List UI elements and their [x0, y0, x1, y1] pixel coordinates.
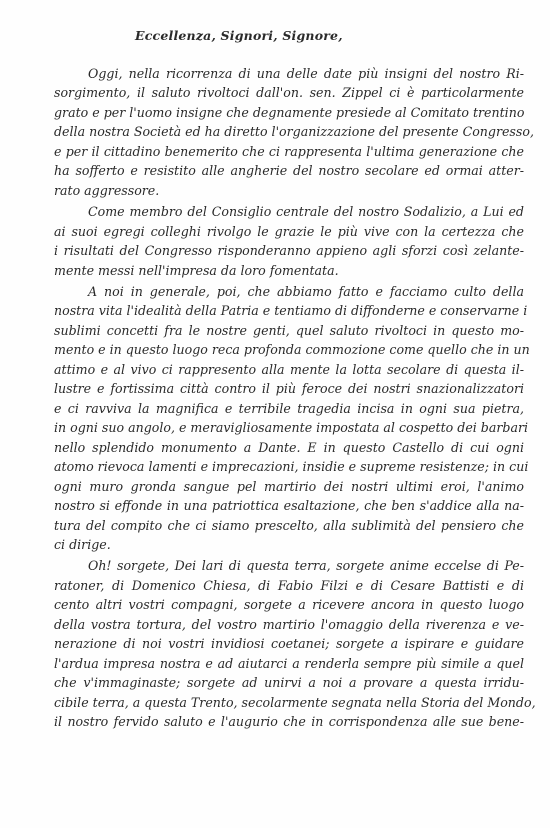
text-line: della vostra tortura, del vostro martirio l'omaggio della riverenza e ve- — [54, 617, 524, 632]
text-line: sublimi concetti fra le nostre genti, quel saluto rivoltoci in questo mo- — [54, 323, 524, 338]
text-line: l'ardua impresa nostra e ad aiutarci a renderla sempre più simile a quel — [54, 656, 524, 671]
text-line: ratoner, di Domenico Chiesa, di Fabio Filzi e di Cesare Battisti e di — [54, 578, 524, 593]
text-line: A noi in generale, poi, che abbiamo fatto e facciamo culto della — [88, 284, 524, 299]
text-line: sorgimento, il saluto rivoltoci dall'on. sen. Zippel ci è particolarmente — [54, 85, 524, 100]
text-line: attimo e al vivo ci rappresento alla mente la lotta secolare di questa il- — [54, 362, 524, 377]
text-line: cento altri vostri compagni, sorgete a ricevere ancora in questo luogo — [54, 597, 524, 612]
text-line: Oh! sorgete, Dei lari di questa terra, sorgete anime eccelse di Pe- — [88, 558, 524, 573]
text-line: ci dirige. — [54, 537, 111, 552]
text-line: cibile terra, a questa Trento, secolarmente segnata nella Storia del Mondo, — [54, 695, 536, 710]
text-line: Come membro del Consiglio centrale del nostro Sodalizio, a Lui ed — [88, 204, 524, 219]
text-line: mente messi nell'impresa da loro fomentata. — [54, 263, 339, 278]
text-line: nostra vita l'idealità della Patria e tentiamo di diffonderne e conservarne i — [54, 303, 528, 318]
text-line: rato aggressore. — [54, 183, 160, 198]
text-line: i risultati del Congresso risponderanno appieno agli sforzi così zelante- — [54, 243, 524, 258]
text-line: in ogni suo angolo, e meravigliosamente impostata al cospetto dei barbari — [54, 420, 529, 435]
text-line: nostro si effonde in una patriottica esaltazione, che ben s'addice alla na- — [54, 498, 524, 513]
text-line: atomo rievoca lamenti e imprecazioni, insidie e supreme resistenze; in cui — [54, 459, 529, 474]
text-line: Oggi, nella ricorrenza di una delle date più insigni del nostro Ri- — [88, 66, 524, 81]
text-line: e ci ravviva la magnifica e terribile tragedia incisa in ogni sua pietra, — [54, 401, 524, 416]
salutation: Eccellenza, Signori, Signore, — [135, 28, 343, 43]
text-line: mento e in questo luogo reca profonda commozione come quello che in un — [54, 342, 530, 357]
text-line: grato e per l'uomo insigne che degnamente presiede al Comitato trentino — [54, 105, 525, 120]
text-line: nerazione di noi vostri invidiosi coetanei; sorgete a ispirare e guidare — [54, 636, 524, 651]
text-line: e per il cittadino benemerito che ci rappresenta l'ultima generazione che — [54, 144, 524, 159]
text-line: tura del compito che ci siamo prescelto, alla sublimità del pensiero che — [54, 518, 524, 533]
text-line: ogni muro gronda sangue pel martirio dei nostri ultimi eroi, l'animo — [54, 479, 524, 494]
text-line: ha sofferto e resistito alle angherie del nostro secolare ed ormai atter- — [54, 163, 524, 178]
text-line: ai suoi egregi colleghi rivolgo le grazie le più vive con la certezza che — [54, 224, 524, 239]
text-line: lustre e fortissima città contro il più feroce dei nostri snazionalizzatori — [54, 381, 524, 396]
text-line: nello splendido monumento a Dante. E in questo Castello di cui ogni — [54, 440, 524, 455]
text-line: il nostro fervido saluto e l'augurio che in corrispondenza alle sue bene- — [54, 714, 524, 729]
text-line: che v'immaginaste; sorgete ad unirvi a noi a provare a questa irridu- — [54, 675, 524, 690]
text-line: della nostra Società ed ha diretto l'organizzazione del presente Congresso, — [54, 124, 534, 139]
